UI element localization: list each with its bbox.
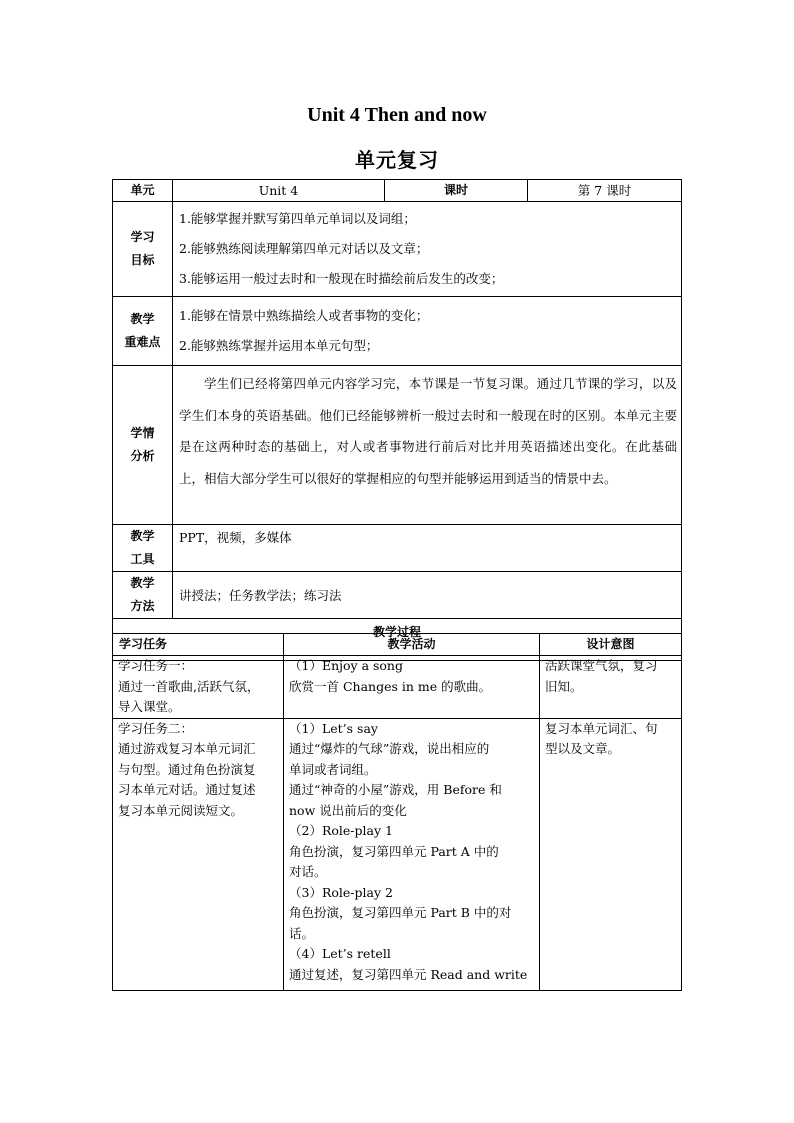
document-title: Unit 4 Then and now — [307, 104, 487, 126]
tools-label: 教学 工具 — [113, 525, 173, 572]
tools-content: PPT，视频，多媒体 — [173, 525, 682, 572]
column-header-activity: 教学活动 — [284, 634, 540, 656]
intent-cell: 复习本单元词汇、句 型以及文章。 — [540, 718, 682, 990]
task-cell: 学习任务一： 通过一首歌曲,活跃气氛， 导入课堂。 — [113, 656, 284, 719]
analysis-text: 学生们已经将第四单元内容学习完，本节课是一节复习课。通过几节课的学习，以及学生们本身的英语基础。他们已经能够辨析一般过去时和一般现在时的区别。本单元主要是在这两种时态的基础上，对人或者事物进行前后对比并用英语描述出变化。在此基础上，相信大部分学生可以很好的掌握相应的句型并能够运用到适当的情景中去。 — [179, 376, 677, 486]
period-value: 第 7 课时 — [528, 180, 682, 202]
analysis-label: 学情 分析 — [113, 366, 173, 525]
lesson-info-table — [112, 179, 682, 661]
analysis-content — [173, 366, 682, 525]
key-point-item: 2.能够熟练掌握并运用本单元句型； — [179, 338, 379, 353]
methods-label: 教学 方法 — [113, 572, 173, 619]
period-label: 课时 — [385, 180, 528, 202]
objectives-content — [173, 202, 682, 297]
unit-value: Unit 4 — [173, 180, 385, 202]
key-points-content — [173, 297, 682, 366]
column-header-intent: 设计意图 — [540, 634, 682, 656]
task-cell: 学习任务二： 通过游戏复习本单元词汇 与句型。通过角色扮演复 习本单元对话。通过复述 复习本单元阅读短文。 — [113, 718, 284, 990]
document-subtitle: 单元复习 — [355, 148, 439, 172]
intent-cell: 活跃课堂气氛，复习 旧知。 — [540, 656, 682, 719]
key-point-item: 1.能够在情景中熟练描绘人或者事物的变化； — [179, 308, 429, 323]
objectives-label: 学习 目标 — [113, 202, 173, 297]
key-points-label: 教学 重难点 — [113, 297, 173, 366]
column-header-task: 学习任务 — [113, 634, 284, 656]
objective-item: 3.能够运用一般过去时和一般现在时描绘前后发生的改变； — [179, 271, 504, 286]
activity-cell: （1）Enjoy a song 欣赏一首 Changes in me 的歌曲。 — [284, 656, 540, 719]
methods-content: 讲授法；任务教学法；练习法 — [173, 572, 682, 619]
process-heading: 教学过程 — [113, 619, 682, 661]
objective-item: 2.能够熟练阅读理解第四单元对话以及文章； — [179, 241, 429, 256]
unit-label: 单元 — [113, 180, 173, 202]
process-table — [112, 633, 682, 991]
activity-cell: （1）Let’s say 通过“爆炸的气球”游戏，说出相应的 单词或者词组。 通过“神奇的小屋”游戏，用 Before 和 now 说出前后的变化 （2）Role-play 1 角色扮演，复习第四单元 Part A 中的 对话。 （3）Role-play 2 角色扮演，复习第四单元 Part B 中的对 话。 （4）Let’s retell 通过复述，复习第四单元 Read and write — [284, 718, 540, 990]
objective-item: 1.能够掌握并默写第四单元单词以及词组； — [179, 211, 416, 226]
